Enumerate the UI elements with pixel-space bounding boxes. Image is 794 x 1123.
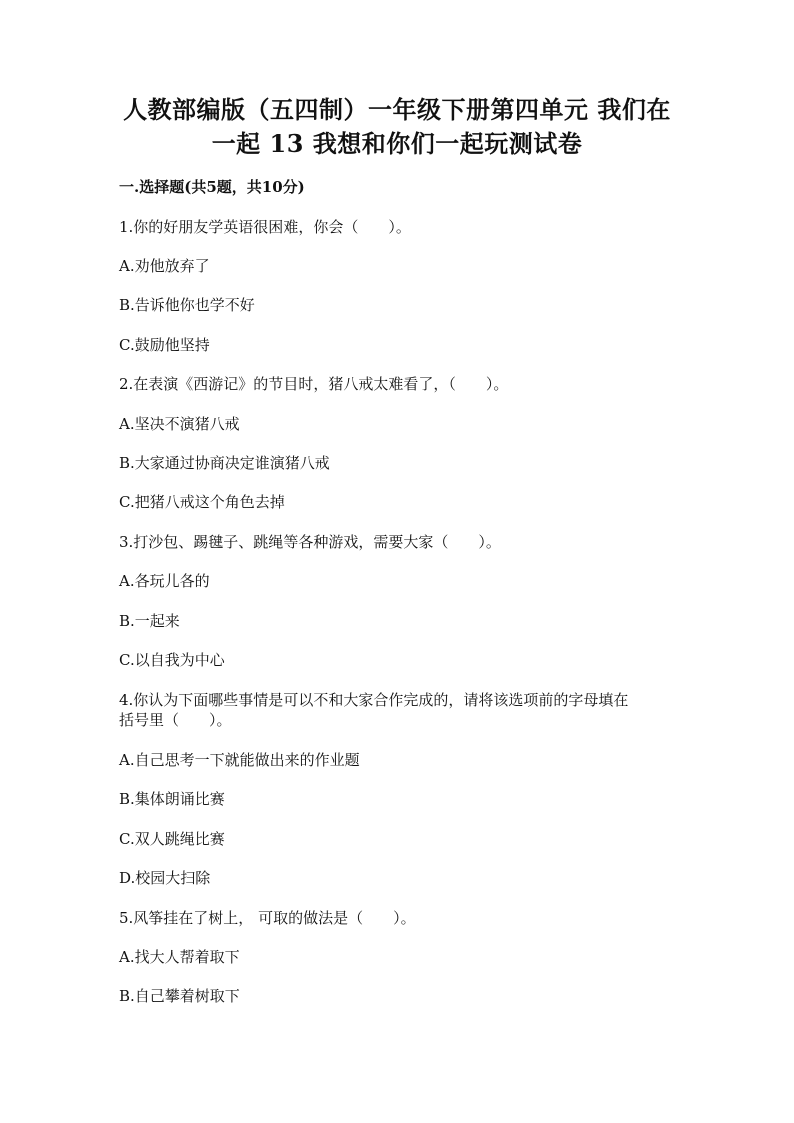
question-1-stem: 1.你的好朋友学英语很困难，你会（ ）。 [119,218,411,236]
question-2-option-b: B.大家通过协商决定谁演猪八戒 [119,454,330,472]
question-3-option-a: A.各玩儿各的 [119,572,210,590]
question-2-option-c: C.把猪八戒这个角色去掉 [119,493,285,511]
question-2-option-a: A.坚决不演猪八戒 [119,415,240,433]
question-4-option-d: D.校园大扫除 [119,869,211,887]
question-4-option-c: C.双人跳绳比赛 [119,830,225,848]
document-title-line-1: 人教部编版（五四制）一年级下册第四单元 我们在 [123,95,671,124]
question-4-stem-line-1: 4.你认为下面哪些事情是可以不和大家合作完成的，请将该选项前的字母填在 [119,691,629,709]
question-5-option-b: B.自己攀着树取下 [119,987,240,1005]
question-4-option-b: B.集体朗诵比赛 [119,790,225,808]
question-5-stem: 5.风筝挂在了树上， 可取的做法是（ ）。 [119,909,416,927]
question-3-option-b: B.一起来 [119,612,180,630]
question-4-option-a: A.自己思考一下就能做出来的作业题 [119,751,360,769]
question-5-option-a: A.找大人帮着取下 [119,948,240,966]
question-4-stem-line-2: 括号里（ ）。 [119,711,232,729]
question-3-stem: 3.打沙包、踢毽子、跳绳等各种游戏，需要大家（ ）。 [119,533,501,551]
question-1-option-b: B.告诉他你也学不好 [119,296,255,314]
section-heading: 一.选择题(共5题，共10分) [119,178,305,196]
question-3-option-c: C.以自我为中心 [119,651,225,669]
document-title-line-2: 一起 13 我想和你们一起玩测试卷 [211,129,583,158]
question-1-option-c: C.鼓励他坚持 [119,336,210,354]
question-1-option-a: A.劝他放弃了 [119,257,210,275]
question-2-stem: 2.在表演《西游记》的节目时，猪八戒太难看了，（ ）。 [119,375,509,393]
